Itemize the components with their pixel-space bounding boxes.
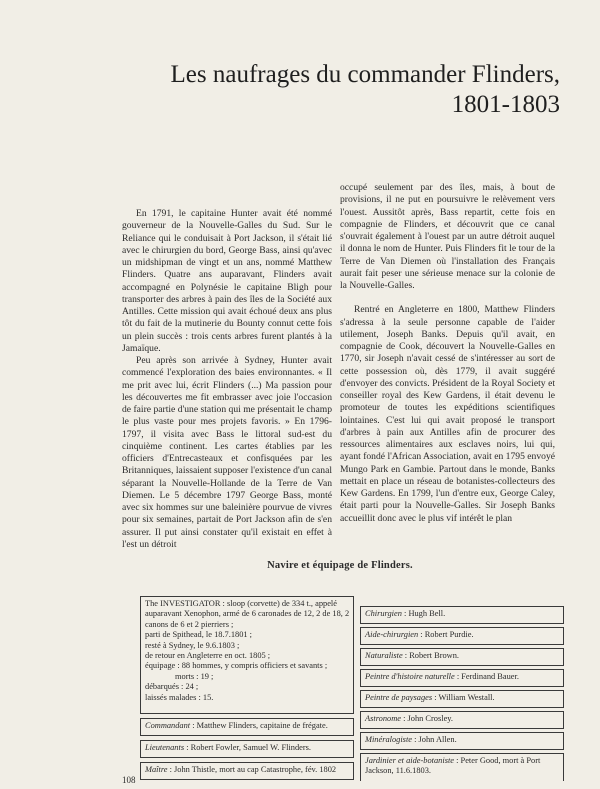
crew-entry-naturaliste: Naturaliste : Robert Brown. <box>360 648 564 666</box>
crew-role: Jardinier et aide-botaniste <box>365 756 455 765</box>
crew-entry-maitre: Maître : John Thistle, mort au cap Catastrophe, fév. 1802 <box>140 762 354 780</box>
crew-name: William Westall. <box>438 693 495 702</box>
crew-entry-chirurgien: Chirurgien : Hugh Bell. <box>360 606 564 624</box>
chapter-title <box>130 60 560 120</box>
crew-name: Robert Brown. <box>409 651 459 660</box>
crew-role: Lieutenants <box>145 743 185 752</box>
crew-role: Peintre d'histoire naturelle <box>365 672 455 681</box>
ship-line: équipage : 88 hommes, y compris officiers et savants ; <box>145 661 328 671</box>
crew-role: Minéralogiste <box>365 735 412 744</box>
crew-role: Naturaliste <box>365 651 403 660</box>
ship-line: laissés malades : 15. <box>145 692 214 702</box>
crew-role: Astronome <box>365 714 401 723</box>
crew-name: Robert Purdie. <box>424 630 474 639</box>
crew-name: Robert Fowler, Samuel W. Flinders. <box>190 743 312 752</box>
crew-entry-astronome: Astronome : John Crosley. <box>360 711 564 729</box>
crew-role: Chirurgien <box>365 609 402 618</box>
ship-line: débarqués : 24 ; <box>145 682 199 692</box>
crew-name: John Thistle, mort au cap Catastrophe, fév. 1802 <box>174 765 337 774</box>
crew-name: Ferdinand Bauer. <box>461 672 519 681</box>
crew-name: Peter Good, mort à Port Jackson, 11.6.1803. <box>365 756 541 776</box>
ship-line: auparavant Xenophon, armé de 6 caronades de 12, 2 de 18, 2 <box>145 609 350 619</box>
left-text-column <box>122 208 332 551</box>
crew-entry-peintre-paysages: Peintre de paysages : William Westall. <box>360 690 564 708</box>
crew-role: Maître <box>145 765 168 774</box>
crew-name: Matthew Flinders, capitaine de frégate. <box>196 721 328 730</box>
crew-role: Aide-chirurgien <box>365 630 419 639</box>
crew-name: John Crosley. <box>407 714 454 723</box>
chapter-title-line-2: 1801-1803 <box>451 91 560 118</box>
crew-table <box>124 596 564 776</box>
ship-line: canons de 6 et 2 pierriers ; <box>145 619 234 629</box>
right-text-column <box>340 182 555 525</box>
crew-role: Commandant <box>145 721 191 730</box>
paragraph: Rentré en Angleterre en 1800, Matthew Flinders s'adressa à la seule personne capable de l'aider utilement, Joseph Banks. Depuis qu'il avait, en compagnie de Cook, découvert la Nouvelle-Galles en 1770, sir Joseph n'avait cessé de s'intéresser au sort de cette possession où, dès 1779, il avait suggéré d'envoyer des convicts. Président de la Royal Society et conseiller royal des Kew Gardens, il était devenu le promoteur de toutes les expéditions scientifiques lointaines. C'est lui qui avait proposé le transport d'arbres à pain aux Antilles afin de procurer des ressources alimentaires aux esclaves noirs, lui qui, ayant fondé l'African Association, avait en 1795 envoyé Mungo Park en Gambie. Partout dans le monde, Banks mettait en place un réseau de botanistes-collecteurs des Kew Gardens. En 1799, l'un d'entre eux, George Caley, était parti pour la Nouvelle-Galles. Sir Joseph Banks accueillit donc avec le plus vif intérêt le plan <box>340 304 555 524</box>
ship-line: de retour en Angleterre en oct. 1805 ; <box>145 651 271 661</box>
crew-entry-mineralogiste: Minéralogiste : John Allen. <box>360 732 564 750</box>
crew-entry-jardinier: Jardinier et aide-botaniste : Peter Good, mort à Port Jackson, 11.6.1803. <box>360 753 564 781</box>
crew-entry-lieutenants: Lieutenants : Robert Fowler, Samuel W. Flinders. <box>140 740 354 758</box>
crew-entry-aide-chirurgien: Aide-chirurgien : Robert Purdie. <box>360 627 564 645</box>
paragraph: En 1791, le capitaine Hunter avait été nommé gouverneur de la Nouvelle-Galles du Sud. Sur le Reliance qui le conduisait à Port Jackson, il s'était lié avec le chirurgien du bord, George Bass, ainsi qu'avec un midshipman de vingt et un ans, nommé Matthew Flinders. Quatre ans auparavant, Flinders avait accompagné en Polynésie le capitaine Bligh pour transporter des arbres à pain des îles de la Société aux Antilles. Cette mission qui avait échoué deux ans plus tôt du fait de la mutinerie du Bounty connut cette fois un plein succès : trois cents arbres furent plantés à la Jamaïque. <box>122 208 332 354</box>
crew-entry-commandant: Commandant : Matthew Flinders, capitaine de frégate. <box>140 718 354 736</box>
page-number: 108 <box>122 775 136 785</box>
chapter-title-line-1: Les naufrages du commander Flinders, <box>170 61 560 88</box>
crew-name: Hugh Bell. <box>408 609 446 618</box>
ship-line: The INVESTIGATOR : sloop (corvette) de 334 t., appelé <box>145 599 337 608</box>
paragraph: occupé seulement par des îles, mais, à bout de provisions, il ne put en poursuivre le relèvement vers l'ouest. Aussitôt après, Bass repartit, cette fois en compagnie de Flinders, et découvrit que ce canal s'ouvrait également à l'ouest par un autre détroit auquel il donna le nom de Hunter. Puis Flinders fit le tour de la Terre de Van Diemen où l'installation des Français aurait fait peser une sérieuse menace sur la colonie de la Nouvelle-Galles. <box>340 182 555 291</box>
crew-role: Peintre de paysages <box>365 693 433 702</box>
ship-line: morts : 19 ; <box>175 671 214 681</box>
crew-name: John Allen. <box>418 735 457 744</box>
table-caption: Navire et équipage de Flinders. <box>267 560 413 571</box>
ship-line: resté à Sydney, le 9.6.1803 ; <box>145 640 240 650</box>
paragraph: Peu après son arrivée à Sydney, Hunter avait commencé l'exploration des baies environnantes. « Il me prit avec lui, écrit Flinders (...) Ma passion pour les découvertes me fit embrasser avec joie l'occasion de faire partie d'une station qui me présentait le champ le plus vaste pour mes projets favoris. » En 1796-1797, il visita avec Bass le littoral sud-est du cinquième continent. Les cartes établies par les officiers d'Entrecasteaux et confisquées par les Britanniques, laissaient supposer l'existence d'un canal séparant la Nouvelle-Hollande de la Terre de Van Diemen. Le 5 décembre 1797 George Bass, monté avec six hommes sur une baleinière pourvue de vivres pour six semaines, partait de Port Jackson afin de s'en assurer. Il put ainsi constater qu'il existait en effet à l'est un détroit <box>122 355 332 550</box>
ship-line: parti de Spithead, le 18.7.1801 ; <box>145 630 252 640</box>
ship-details-box <box>140 596 354 714</box>
crew-entry-peintre-histoire: Peintre d'histoire naturelle : Ferdinand Bauer. <box>360 669 564 687</box>
